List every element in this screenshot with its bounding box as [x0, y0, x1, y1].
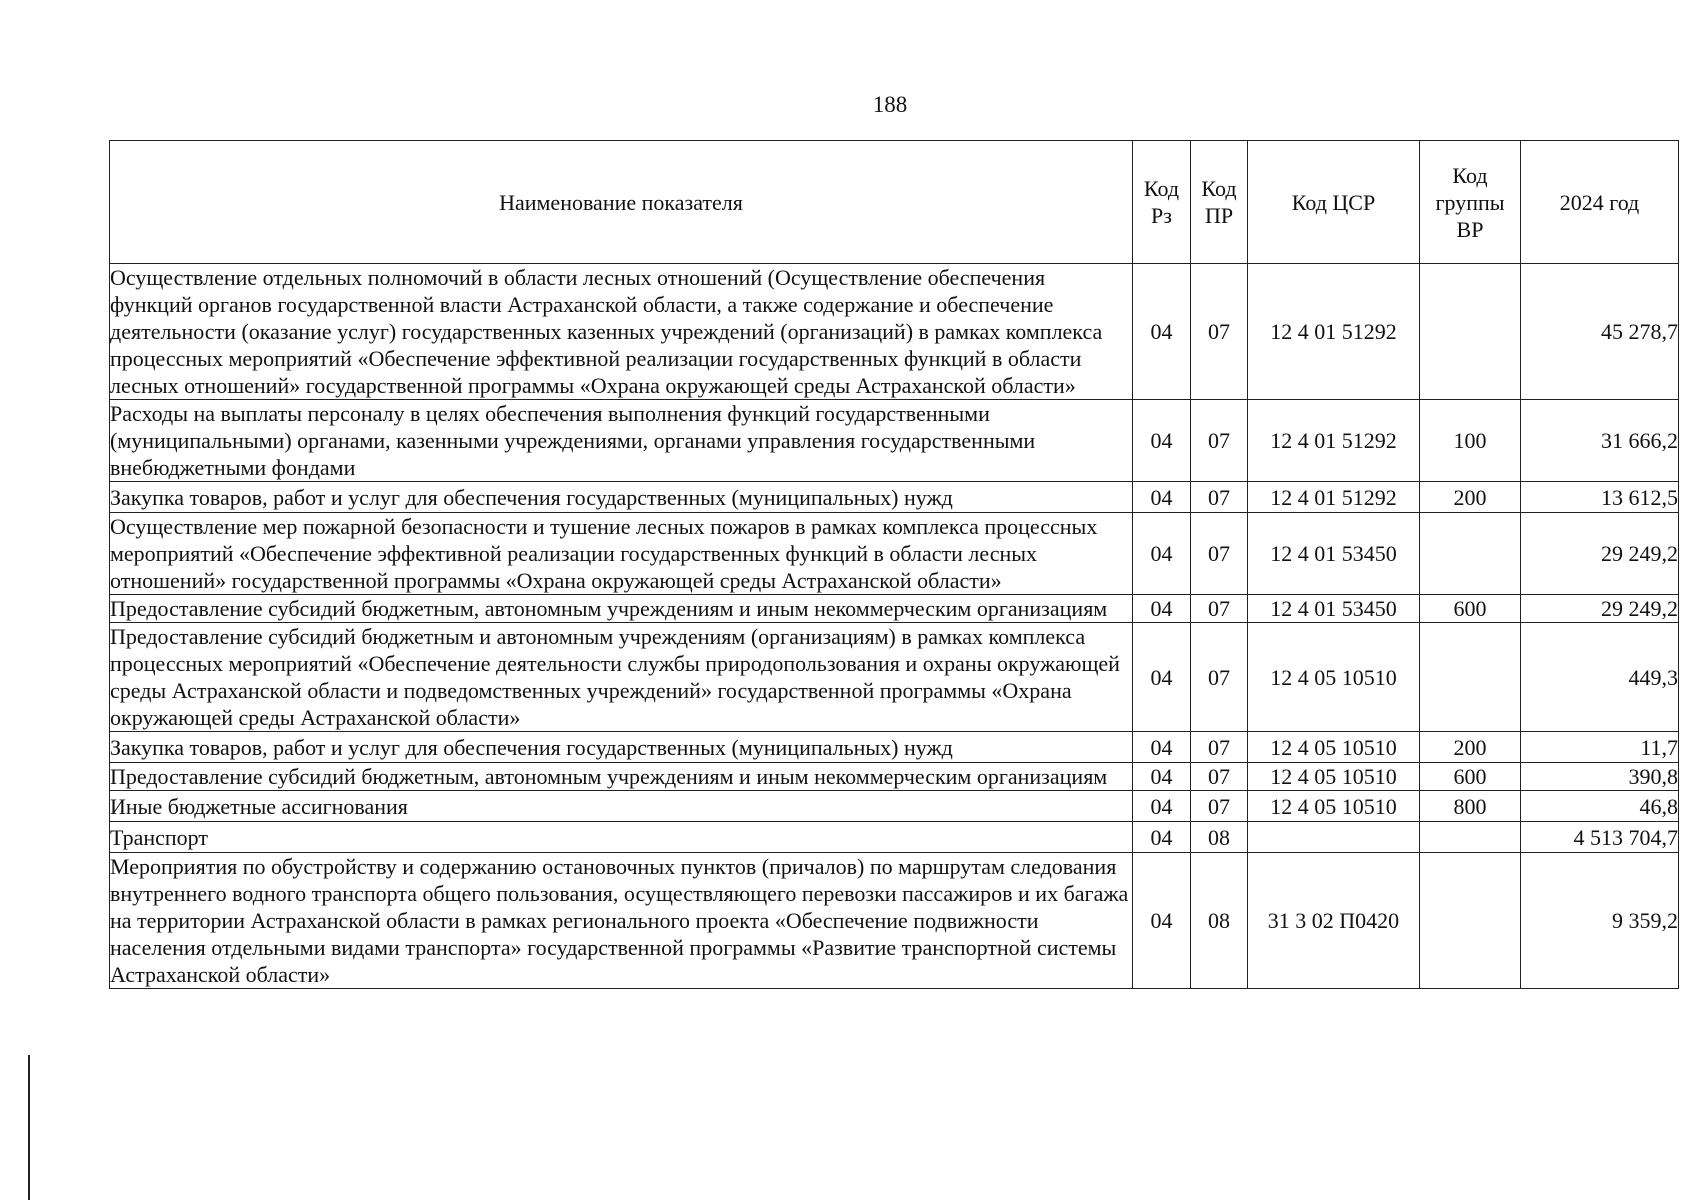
row-name: Предоставление субсидий бюджетным и автономным учреждениям (организациям) в рамках комплекса процессных мероприятий «Обеспечение деятельности службы природопользования и охраны окружающей среды Астраханской области и подведомственных учреждений» государственной программы «Охрана окружающей среды Астраханской области» [110, 623, 1133, 732]
row-amount: 29 249,2 [1521, 513, 1679, 595]
row-vr: 600 [1420, 763, 1521, 791]
row-csr: 31 3 02 П0420 [1248, 853, 1420, 989]
row-vr [1420, 853, 1521, 989]
row-rz: 04 [1133, 264, 1191, 400]
row-rz: 04 [1133, 763, 1191, 791]
row-amount: 9 359,2 [1521, 853, 1679, 989]
row-csr: 12 4 05 10510 [1248, 791, 1420, 822]
row-rz: 04 [1133, 791, 1191, 822]
header-name: Наименование показателя [110, 141, 1133, 264]
row-rz: 04 [1133, 822, 1191, 853]
row-name: Закупка товаров, работ и услуг для обеспечения государственных (муниципальных) нужд [110, 482, 1133, 513]
row-pr: 07 [1191, 763, 1248, 791]
row-amount: 449,3 [1521, 623, 1679, 732]
binding-line [28, 1055, 30, 1200]
row-csr: 12 4 01 51292 [1248, 482, 1420, 513]
row-rz: 04 [1133, 623, 1191, 732]
row-name: Расходы на выплаты персоналу в целях обеспечения выполнения функций государственными (муниципальными) органами, казенными учреждениями, органами управления государственными внебюджетными фондами [110, 400, 1133, 482]
table-row [110, 763, 1679, 791]
row-pr: 07 [1191, 791, 1248, 822]
table-row [110, 853, 1679, 989]
row-rz: 04 [1133, 853, 1191, 989]
row-vr: 100 [1420, 400, 1521, 482]
row-pr: 07 [1191, 400, 1248, 482]
row-name: Осуществление отдельных полномочий в области лесных отношений (Осуществление обеспечения функций органов государственной власти Астраханской области, а также содержание и обеспечение деятельности (оказание услуг) государственных казенных учреждений (организаций) в рамках комплекса процессных мероприятий «Обеспечение эффективной реализации государственных функций в области лесных отношений» государственной программы «Охрана окружающей среды Астраханской области» [110, 264, 1133, 400]
row-pr: 07 [1191, 623, 1248, 732]
row-amount: 31 666,2 [1521, 400, 1679, 482]
table-row [110, 595, 1679, 623]
row-amount: 13 612,5 [1521, 482, 1679, 513]
row-amount: 11,7 [1521, 732, 1679, 763]
row-pr: 07 [1191, 513, 1248, 595]
row-pr: 07 [1191, 482, 1248, 513]
row-csr: 12 4 01 53450 [1248, 595, 1420, 623]
row-csr: 12 4 01 51292 [1248, 400, 1420, 482]
row-vr [1420, 264, 1521, 400]
header-year: 2024 год [1521, 141, 1679, 264]
header-pr: Код ПР [1191, 141, 1248, 264]
row-amount: 390,8 [1521, 763, 1679, 791]
row-amount: 4 513 704,7 [1521, 822, 1679, 853]
row-csr: 12 4 05 10510 [1248, 623, 1420, 732]
table-row [110, 264, 1679, 400]
table-row [110, 400, 1679, 482]
row-amount: 29 249,2 [1521, 595, 1679, 623]
row-pr: 08 [1191, 822, 1248, 853]
row-vr: 600 [1420, 595, 1521, 623]
row-rz: 04 [1133, 595, 1191, 623]
row-pr: 07 [1191, 595, 1248, 623]
page-number: 188 [872, 92, 908, 117]
row-vr [1420, 623, 1521, 732]
table-row [110, 482, 1679, 513]
row-name: Предоставление субсидий бюджетным, автономным учреждениям и иным некоммерческим организациям [110, 595, 1133, 623]
row-vr [1420, 822, 1521, 853]
row-pr: 07 [1191, 732, 1248, 763]
budget-table [109, 140, 1679, 989]
row-csr [1248, 822, 1420, 853]
row-vr [1420, 513, 1521, 595]
row-rz: 04 [1133, 400, 1191, 482]
header-csr: Код ЦСР [1248, 141, 1420, 264]
header-vr: Код группы ВР [1420, 141, 1521, 264]
row-name: Иные бюджетные ассигнования [110, 791, 1133, 822]
row-csr: 12 4 05 10510 [1248, 732, 1420, 763]
row-rz: 04 [1133, 482, 1191, 513]
table-row [110, 822, 1679, 853]
table-row [110, 513, 1679, 595]
table-row [110, 732, 1679, 763]
header-rz: Код Рз [1133, 141, 1191, 264]
row-amount: 46,8 [1521, 791, 1679, 822]
row-name: Осуществление мер пожарной безопасности и тушение лесных пожаров в рамках комплекса процессных мероприятий «Обеспечение эффективной реализации государственных функций в области лесных отношений» государственной программы «Охрана окружающей среды Астраханской области» [110, 513, 1133, 595]
row-vr: 200 [1420, 482, 1521, 513]
row-vr: 800 [1420, 791, 1521, 822]
row-pr: 07 [1191, 264, 1248, 400]
table-row [110, 791, 1679, 822]
table-header-row [110, 141, 1679, 264]
row-amount: 45 278,7 [1521, 264, 1679, 400]
row-csr: 12 4 01 51292 [1248, 264, 1420, 400]
row-name: Транспорт [110, 822, 1133, 853]
row-rz: 04 [1133, 732, 1191, 763]
row-name: Предоставление субсидий бюджетным, автономным учреждениям и иным некоммерческим организациям [110, 763, 1133, 791]
row-vr: 200 [1420, 732, 1521, 763]
row-name: Закупка товаров, работ и услуг для обеспечения государственных (муниципальных) нужд [110, 732, 1133, 763]
row-name: Мероприятия по обустройству и содержанию остановочных пунктов (причалов) по маршрутам следования внутреннего водного транспорта общего пользования, осуществляющего перевозки пассажиров и их багажа на территории Астраханской области в рамках регионального проекта «Обеспечение подвижности населения отдельными видами транспорта» государственной программы «Развитие транспортной системы Астраханской области» [110, 853, 1133, 989]
row-csr: 12 4 05 10510 [1248, 763, 1420, 791]
row-pr: 08 [1191, 853, 1248, 989]
table-row [110, 623, 1679, 732]
row-csr: 12 4 01 53450 [1248, 513, 1420, 595]
row-rz: 04 [1133, 513, 1191, 595]
